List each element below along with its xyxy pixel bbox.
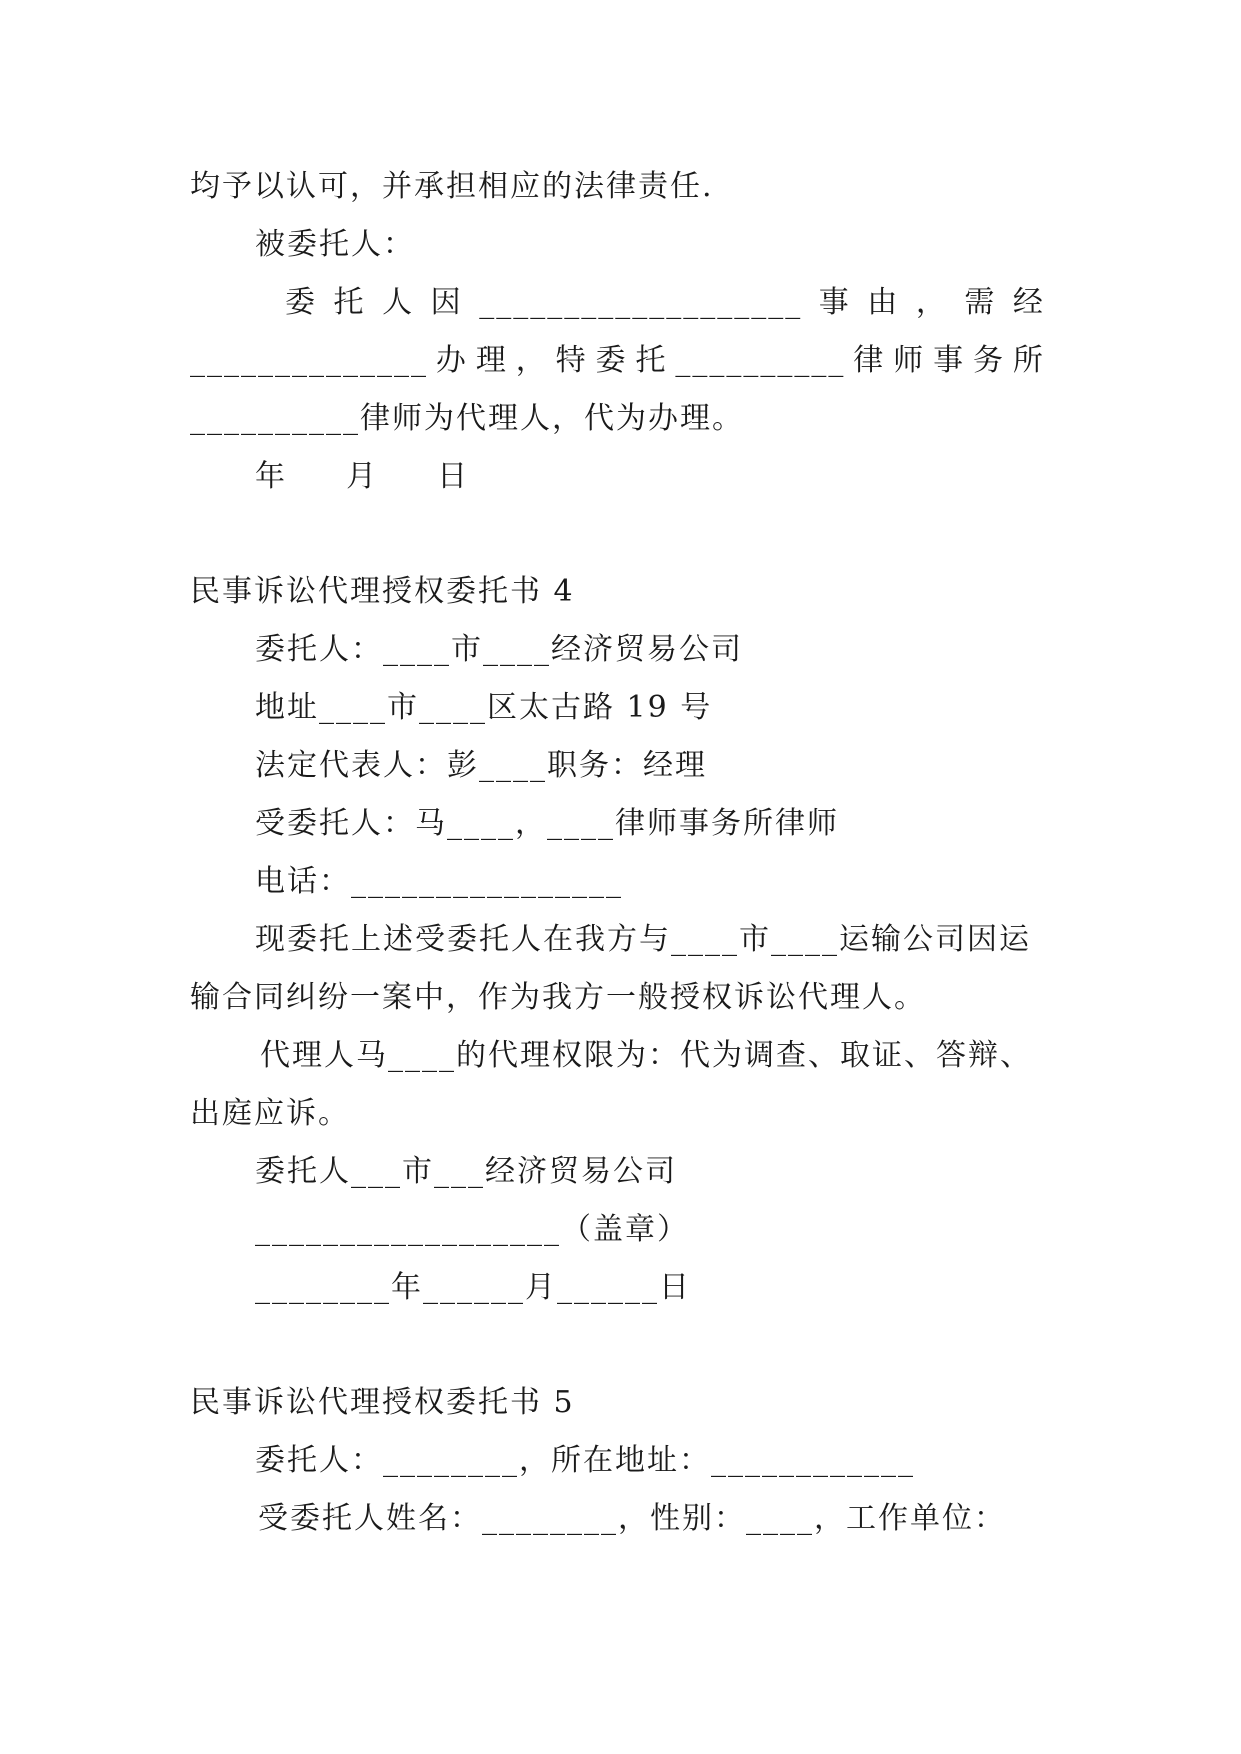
- principal-line: 委托人：____市____经济贸易公司: [255, 632, 743, 667]
- text-char: 办: [435, 343, 468, 378]
- section-title: 民事诉讼代理授权委托书 5: [190, 1385, 575, 1420]
- text-char: 理: [475, 343, 508, 378]
- agent-line: 受委托人：马____，____律师事务所律师: [255, 806, 839, 841]
- text-char: 托: [635, 343, 668, 378]
- text-char: 师: [893, 343, 926, 378]
- text-char: 委: [285, 285, 317, 320]
- paragraph-line-justified: [190, 341, 1045, 381]
- text-char: 所: [1012, 343, 1045, 378]
- paragraph-line-justified: [285, 283, 1045, 323]
- agent-label: 被委托人：: [255, 227, 415, 262]
- paragraph-line: 现委托上述受委托人在我方与____市____运输公司因运: [255, 922, 1031, 957]
- date-line: ________年______月______日: [255, 1270, 691, 1305]
- signature-principal: 委托人___市___经济贸易公司: [255, 1154, 677, 1189]
- paragraph-line: 代理人马____的代理权限为：代为调查、取证、答辩、: [260, 1038, 1032, 1073]
- date-line: 年 月 日: [255, 459, 482, 494]
- text-char: 律: [853, 343, 886, 378]
- phone-line: 电话：________________: [255, 864, 623, 899]
- text-char: 委: [595, 343, 628, 378]
- agent-info-line: 受委托人姓名：________，性别：____，工作单位：: [258, 1501, 1006, 1536]
- blank-field: __________: [675, 343, 846, 378]
- text-char: 托: [333, 285, 366, 320]
- text-char: 务: [972, 343, 1005, 378]
- blank-field: ______________: [190, 343, 428, 378]
- text-char: ，: [915, 285, 948, 320]
- text-char: 经: [1012, 285, 1045, 320]
- legal-rep-line: 法定代表人：彭____职务：经理: [255, 748, 707, 783]
- paragraph-line: __________律师为代理人，代为办理。: [190, 401, 744, 436]
- paragraph-line: 出庭应诉。: [190, 1096, 350, 1131]
- seal-line: __________________（盖章）: [255, 1212, 689, 1247]
- principal-line: 委托人：________，所在地址：____________: [255, 1443, 915, 1478]
- text-char: 特: [555, 343, 588, 378]
- text-char: 因: [430, 285, 463, 320]
- paragraph-line: 输合同纠纷一案中，作为我方一般授权诉讼代理人。: [190, 980, 926, 1015]
- text-char: 事: [933, 343, 966, 378]
- text-char: ，: [515, 343, 548, 378]
- text-char: 需: [964, 285, 997, 320]
- text-char: 事: [818, 285, 851, 320]
- paragraph-line: 均予以认可，并承担相应的法律责任.: [190, 169, 714, 204]
- section-title: 民事诉讼代理授权委托书 4: [190, 574, 575, 609]
- text-char: 由: [867, 285, 900, 320]
- text-char: 人: [382, 285, 415, 320]
- address-line: 地址____市____区太古路 19 号: [255, 690, 713, 725]
- blank-field: ___________________: [479, 285, 803, 320]
